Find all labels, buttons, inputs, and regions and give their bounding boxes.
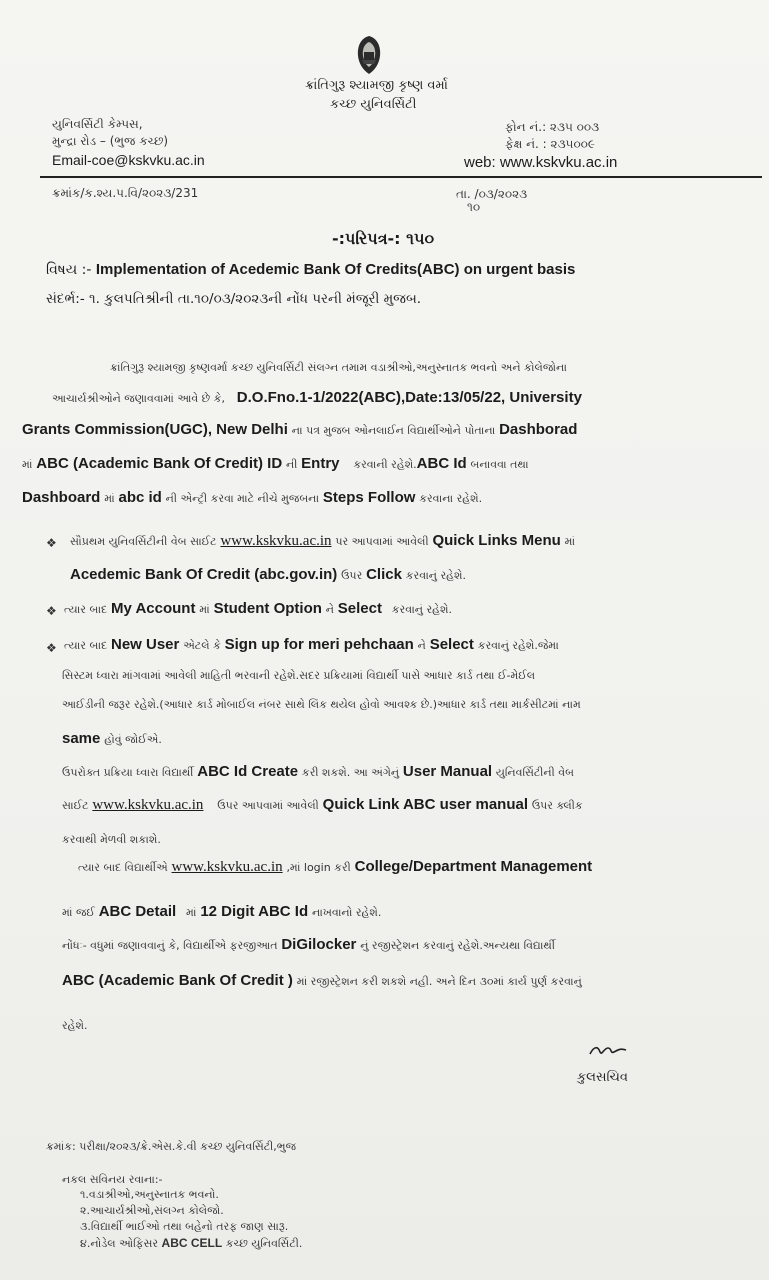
para3-line2-c: માં bbox=[186, 906, 197, 919]
bullet3-line1-b: New User bbox=[111, 636, 180, 653]
para3-website-link: www.kskvku.ac.in bbox=[171, 859, 283, 875]
para1-line5-c: abc id bbox=[118, 489, 162, 506]
copy-item-4-a: ૪.નોડેલ ઓફિસર bbox=[80, 1237, 159, 1250]
copy-item-4-b: ABC CELL bbox=[161, 1236, 223, 1250]
para1-line5 bbox=[22, 489, 482, 506]
bullet3-line2-text: સિસ્ટમ ધ્વારા માંગવામાં આવેલી માહિતી ભરવાની રહેશે.સદર પ્રક્રિયામાં વિદ્યાર્થી પાસે આધાર કાર્ડ તથા ઈ-મેઈલ bbox=[62, 669, 536, 682]
para1-line2-a: આચાર્યશ્રીઓને જણાવવામાં આવે છે કે, bbox=[52, 392, 225, 405]
bullet2-b: My Account bbox=[111, 600, 196, 617]
note-line1-b: DiGilocker bbox=[281, 936, 357, 953]
bullet3-line1-c: એટલે કે bbox=[183, 639, 221, 652]
copy-item-4 bbox=[80, 1236, 302, 1251]
bullet1-line2-d: કરવાનું રહેશે. bbox=[405, 569, 466, 582]
para1-line2-b: D.O.Fno.1-1/2022(ABC),Date:13/05/22, University bbox=[236, 389, 582, 406]
para3-line1-d: College/Department Management bbox=[354, 858, 593, 875]
university-name-line2: કચ્છ યુનિવર્સિટી bbox=[330, 97, 417, 112]
circular-date: તા. /૦૩/૨૦૨૩ bbox=[456, 187, 528, 201]
note-line1-a: નોંધઃ- વધુમાં જણાવવાનું કે, વિદ્યાર્થીએ ફરજીઆત bbox=[62, 939, 278, 952]
bullet2-a: ત્યાર બાદ bbox=[64, 603, 108, 616]
copy-item-1: ૧.વડાશ્રીઓ,અનુસ્નાતક ભવનો. bbox=[80, 1188, 219, 1201]
bullet1-line1-c: પર આપવામાં આવેલી bbox=[335, 535, 429, 548]
email-address: Email-coe@kskvku.ac.in bbox=[52, 152, 205, 168]
bullet3-line1 bbox=[64, 636, 559, 653]
para1-line5-d: ની એન્ટ્રી કરવા માટે નીચે મુજબના bbox=[165, 492, 320, 505]
note-line2-a: ABC (Academic Bank Of Credit ) bbox=[62, 972, 293, 989]
bullet3-line4 bbox=[62, 730, 162, 747]
bullet2-c: માં bbox=[199, 603, 210, 616]
para2-line2-e: ઉપર ક્લીક bbox=[531, 799, 583, 812]
copy-item-4-c: કચ્છ યુનિવર્સિટી. bbox=[225, 1237, 303, 1250]
note-line3 bbox=[62, 1018, 88, 1033]
bullet-diamond-icon: ❖ bbox=[46, 536, 57, 550]
para2-line2-d: Quick Link ABC user manual bbox=[322, 796, 528, 813]
copy-item-2: ૨.આચાર્યશ્રીઓ,સંલગ્ન કોલેજો. bbox=[80, 1204, 224, 1217]
para3-line2-e: નાખવાનો રહેશે. bbox=[311, 906, 382, 919]
bullet3-line1-f: Select bbox=[429, 636, 474, 653]
bullet3-line3 bbox=[62, 697, 581, 712]
para3-line2-a: માં જઈ bbox=[62, 906, 95, 919]
bullet2-e: ને bbox=[325, 603, 334, 616]
handwritten-signature-icon bbox=[588, 1040, 628, 1060]
para2-website-link: www.kskvku.ac.in bbox=[92, 797, 204, 813]
bullet2-f: Select bbox=[337, 600, 382, 617]
para2-line2 bbox=[62, 796, 583, 814]
note-line2-b: માં રજીસ્ટ્રેશન કરી શકશે નહી. અને દિન ૩૦માં કાર્ય પુર્ણ કરવાનું bbox=[296, 975, 582, 988]
para1-line4-f: ABC Id bbox=[416, 455, 467, 472]
para1-line5-f: કરવાના રહેશે. bbox=[419, 492, 483, 505]
bullet-diamond-icon: ❖ bbox=[46, 604, 57, 618]
para1-line2 bbox=[52, 389, 582, 406]
para1-line3 bbox=[22, 421, 577, 438]
para1-line1 bbox=[110, 360, 567, 375]
bullet3-line1-e: ને bbox=[417, 639, 426, 652]
bullet3-line1-d: Sign up for meri pehchaan bbox=[224, 636, 414, 653]
subject-text: Implementation of Acedemic Bank Of Credits(ABC) on urgent basis bbox=[95, 261, 576, 278]
para1-line3-a: Grants Commission(UGC), New Delhi bbox=[22, 421, 288, 438]
para1-line4-c: ની bbox=[286, 458, 298, 471]
bullet1-line1-d: Quick Links Menu bbox=[432, 532, 561, 549]
note-line1-c: નું રજીસ્ટ્રેશન કરવાનું રહેશે.અન્યથા વિદ્યાર્થી bbox=[360, 939, 555, 952]
bullet1-line2-a: Acedemic Bank Of Credit (abc.gov.in) bbox=[70, 566, 338, 583]
para2-line1-d: User Manual bbox=[402, 763, 493, 780]
note-line1 bbox=[62, 936, 555, 953]
para3-line1-c: ,માં login કરી bbox=[286, 861, 351, 874]
para3-line2 bbox=[62, 903, 381, 920]
bullet1-line1-a: સૌપ્રથમ યુનિવર્સિટીની વેબ સાઈટ bbox=[70, 535, 217, 548]
address-line2: મુન્દ્રા રોડ – (ભુજ કચ્છ) bbox=[52, 134, 169, 148]
bullet2-line bbox=[64, 600, 452, 617]
bullet2-d: Student Option bbox=[213, 600, 322, 617]
bullet3-line3-text: આઈડીની જરૂર રહેશે.(આધાર કાર્ડ મોબાઈલ નંબર સાથે લિંક થયેલ હોવો આવશ્ક છે.)આધાર કાર્ડ તથા માર્કસીટમાં નામ bbox=[62, 698, 581, 711]
para1-line4-a: માં bbox=[22, 458, 33, 471]
para1-line4-e: કરવાની રહેશે. bbox=[353, 458, 417, 471]
fax-number: ફેક્ષ નં. : ૨૩૫૦૦૯ bbox=[505, 137, 595, 151]
para2-line1-b: ABC Id Create bbox=[197, 763, 299, 780]
bullet3-line4-b: હોવું જોઈએ. bbox=[104, 733, 162, 746]
header-divider bbox=[40, 176, 762, 178]
bullet1-website-link: www.kskvku.ac.in bbox=[220, 533, 332, 549]
bullet3-line1-g: કરવાનું રહેશે.જેમા bbox=[477, 639, 559, 652]
para2-line3-text: કરવાથી મેળવી શકાશે. bbox=[62, 833, 161, 846]
bullet1-line1-e: માં bbox=[564, 535, 576, 548]
bullet2-g: કરવાનું રહેશે. bbox=[391, 603, 452, 616]
para2-line1 bbox=[62, 763, 574, 780]
date-day-handwritten: ૧૦ bbox=[467, 200, 481, 214]
para1-line4-d: Entry bbox=[301, 455, 340, 472]
para2-line1-c: કરી શકશે. આ અંગેનું bbox=[301, 766, 400, 779]
university-name-line1: ક્રાંતિગુરૂ શ્યામજી કૃષ્ણ વર્મા bbox=[305, 78, 448, 93]
copy-heading: નકલ સવિનય રવાના:- bbox=[62, 1173, 163, 1186]
bullet1-line2 bbox=[70, 566, 466, 583]
para1-line5-e: Steps Follow bbox=[322, 489, 416, 506]
bullet3-line2 bbox=[62, 668, 535, 683]
para2-line2-c: ઉપર આપવામાં આવેલી bbox=[217, 799, 319, 812]
para2-line2-a: સાઈટ bbox=[62, 799, 89, 812]
para1-line4-g: બનાવવા તથા bbox=[470, 458, 529, 471]
para3-line1 bbox=[78, 858, 592, 876]
note-line3-text: રહેશે. bbox=[62, 1019, 88, 1032]
bullet1-line2-c: Click bbox=[366, 566, 402, 583]
registrar-title: કુલસચિવ bbox=[577, 1070, 628, 1085]
university-emblem-icon bbox=[352, 34, 386, 76]
para3-line1-a: ત્યાર બાદ વિદ્યાર્થીએ bbox=[78, 861, 168, 874]
para1-line4-b: ABC (Academic Bank Of Credit) ID bbox=[36, 455, 283, 472]
reference-number: ક્રમાંક/ક.શ્ય.પ.વિ/૨૦૨૩/231 bbox=[52, 186, 199, 200]
address-line1: યુનિવર્સિટી કેમ્પસ, bbox=[52, 117, 143, 131]
bullet1-line1 bbox=[70, 532, 575, 550]
subject-label: વિષય :- bbox=[46, 262, 92, 278]
note-line2 bbox=[62, 972, 582, 989]
subject-line bbox=[46, 261, 575, 278]
circular-title: -:પરિપત્ર-: ૧૫૦ bbox=[332, 229, 435, 248]
para2-line1-e: યુનિવર્સિટીની વેબ bbox=[495, 766, 574, 779]
para2-line3 bbox=[62, 832, 161, 847]
para1-line5-a: Dashboard bbox=[22, 489, 101, 506]
para1-line4 bbox=[22, 455, 529, 472]
footer-reference: ક્રમાંક: પરીક્ષા/૨૦૨૩/ક્રે.એસ.કે.વી કચ્છ યુનિવર્સિટી,ભુજ bbox=[46, 1140, 297, 1153]
reference-line: સંદર્ભ:- ૧. કુલપતિશ્રીની તા.૧૦/૦૩/૨૦૨૩ની નોંધ પરની મંજૂરી મુજબ. bbox=[46, 291, 422, 307]
para1-line5-b: માં bbox=[104, 492, 115, 505]
para1-line3-b: ના પત્ર મુજબ ઓનલાઈન વિદ્યાર્થીઓને પોતાના bbox=[291, 424, 496, 437]
para1-line1-text: ક્રાંતિગુરૂ શ્યામજી કૃષ્ણવર્મા કચ્છ યુનિવર્સિટી સંલગ્ન તમામ વડાશ્રીઓ,અનુસ્નાતક ભવનો અને કોલેજોના bbox=[110, 361, 567, 374]
bullet3-line4-a: same bbox=[62, 730, 101, 747]
bullet1-line2-b: ઉપર bbox=[341, 569, 363, 582]
para3-line2-b: ABC Detail bbox=[98, 903, 177, 920]
para2-line1-a: ઉપરોક્ત પ્રક્રિયા ધ્વારા વિદ્યાર્થી bbox=[62, 766, 194, 779]
bullet3-line1-a: ત્યાર બાદ bbox=[64, 639, 108, 652]
para3-line2-d: 12 Digit ABC Id bbox=[200, 903, 309, 920]
copy-item-3: ૩.વિદ્યાર્થી ભાઈઓ તથા બહેનો તરફ જાણ સારૂ. bbox=[80, 1220, 289, 1233]
para1-line3-c: Dashborad bbox=[499, 421, 578, 438]
website-address: web: www.kskvku.ac.in bbox=[464, 154, 618, 171]
bullet-diamond-icon: ❖ bbox=[46, 641, 57, 655]
phone-number: ફોન નં.: ૨૩૫ ૦૦૩ bbox=[505, 120, 600, 134]
